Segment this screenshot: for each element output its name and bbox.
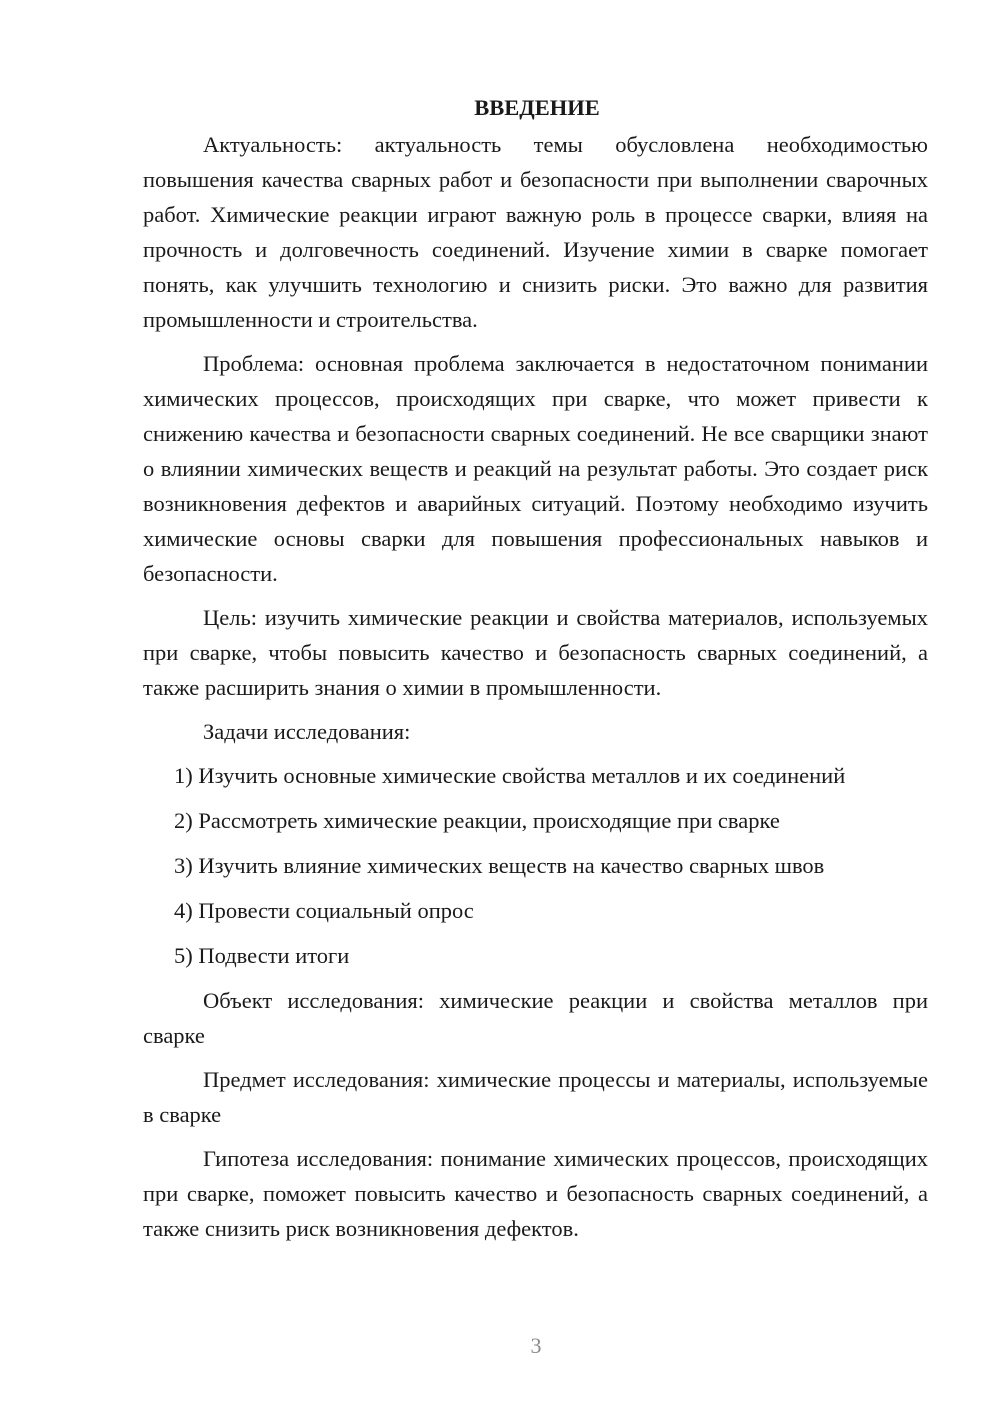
tasks-heading: Задачи исследования: [203, 719, 411, 744]
list-item: 1) Изучить основные химические свойства металлов и их соединений [174, 763, 846, 788]
object-paragraph: Объект исследования: химические реакции и свойства металлов при сварке [143, 988, 928, 1048]
problem-paragraph: Проблема: основная проблема заключается в недостаточном понимании химических процессов, происходящих при сварке, что может привести к снижению качества и безопасности сварных соединений. Не все сварщики знают о влиянии химических веществ и реакций на результат работы. Это создает риск возникновения дефектов и аварийных ситуаций. Поэтому необходимо изучить химические основы сварки для повышения профессиональных навыков и безопасности. [143, 351, 928, 586]
tasks-list [143, 758, 928, 973]
list-item: 3) Изучить влияние химических веществ на качество сварных швов [174, 853, 825, 878]
actuality-paragraph: Актуальность: актуальность темы обусловлена необходимостью повышения качества сварных работ и безопасности при выполнении сварочных работ. Химические реакции играют важную роль в процессе сварки, влияя на прочность и долговечность соединений. Изучение химии в сварке помогает понять, как улучшить технологию и снизить риски. Это важно для развития промышленности и строительства. [143, 132, 928, 332]
page-title: ВВЕДЕНИЕ [474, 95, 600, 120]
list-item: 2) Рассмотреть химические реакции, происходящие при сварке [174, 808, 780, 833]
subject-paragraph: Предмет исследования: химические процессы и материалы, используемые в сварке [143, 1067, 928, 1127]
list-item: 4) Провести социальный опрос [174, 898, 474, 923]
list-item: 5) Подвести итоги [174, 943, 350, 968]
goal-paragraph: Цель: изучить химические реакции и свойства материалов, используемых при сварке, чтобы повысить качество и безопасность сварных соединений, а также расширить знания о химии в промышленности. [143, 605, 928, 700]
page-content [143, 90, 928, 1255]
hypothesis-paragraph: Гипотеза исследования: понимание химических процессов, происходящих при сварке, поможет повысить качество и безопасность сварных соединений, а также снизить риск возникновения дефектов. [143, 1146, 928, 1241]
page-number: 3 [530, 1333, 542, 1358]
